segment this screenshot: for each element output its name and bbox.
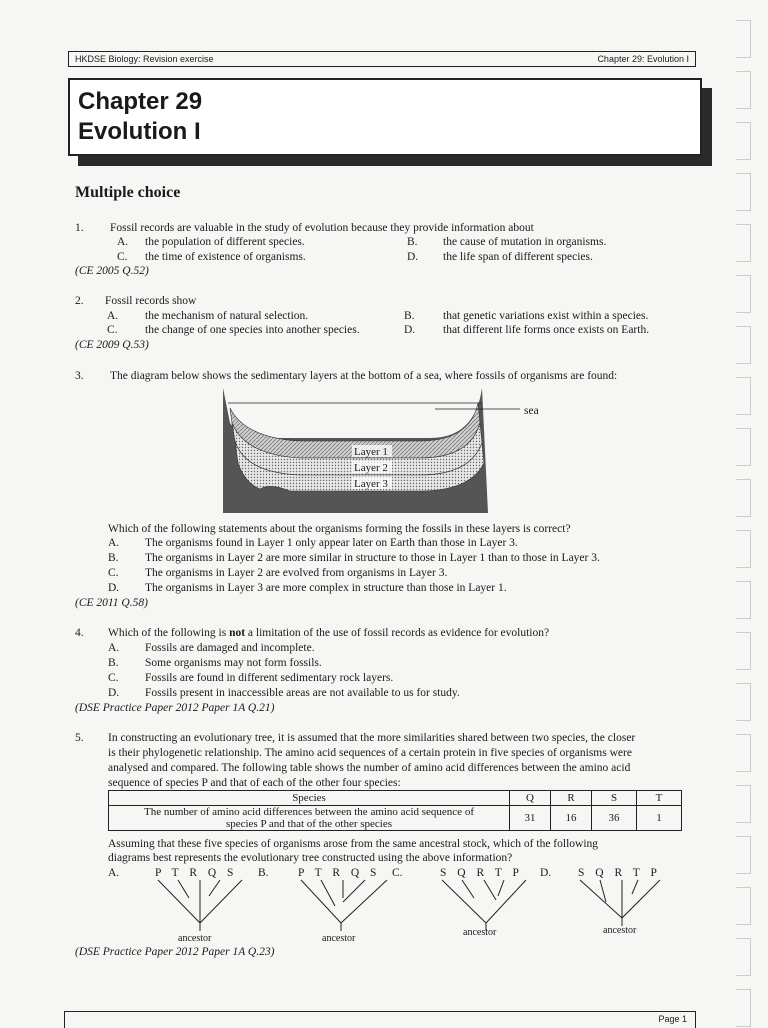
q3-stem: The diagram below shows the sedimentary layers at the bottom of a sea, where fossils of organisms are found: [110,370,618,382]
section-heading: Multiple choice [75,184,181,201]
table-value-s: 36 [592,806,637,831]
q1-number: 1. [75,222,84,234]
table-header-t: T [637,791,682,806]
tree-b [295,878,405,933]
tree-d-tips: S Q R T P [578,867,657,879]
q1-option-a-letter: A. [117,236,129,248]
q2-option-b-letter: B. [404,310,415,322]
binder-hole [736,989,751,1027]
chapter-number: Chapter 29 [78,88,203,115]
binder-hole [736,479,751,517]
tree-c [438,878,548,933]
binder-hole [736,224,751,262]
q4-option-b-letter: B. [108,657,119,669]
table-row-label: The number of amino acid differences between the amino acid sequence of species P and that of the other species [109,806,510,831]
chapter-title: Evolution I [78,118,201,145]
q5-option-d-letter: D. [540,867,552,879]
q4-option-a-letter: A. [108,642,120,654]
binder-hole [736,275,751,313]
q1-reference: (CE 2005 Q.52) [75,265,149,277]
layer-3-label: Layer 3 [354,478,388,490]
header-left: HKDSE Biology: Revision exercise [75,54,214,64]
q1-option-b: the cause of mutation in organisms. [443,236,607,248]
table-header-q: Q [510,791,551,806]
table-value-t: 1 [637,806,682,831]
q4-option-c-letter: C. [108,672,119,684]
q1-option-d-letter: D. [407,251,419,263]
amino-acid-table [108,790,682,831]
binder-hole [736,734,751,772]
table-header-s: S [592,791,637,806]
binder-hole [736,122,751,160]
binder-hole [736,71,751,109]
q5-option-b-letter: B. [258,867,269,879]
tree-a-tips: P T R Q S [155,867,234,879]
q2-option-a-letter: A. [107,310,119,322]
q3-question: Which of the following statements about the organisms forming the fossils in these layers is correct? [108,523,571,535]
q2-option-c: the change of one species into another species. [145,324,360,336]
q3-option-c: The organisms in Layer 2 are evolved from organisms in Layer 3. [145,567,448,579]
binder-hole [736,938,751,976]
q3-option-b-letter: B. [108,552,119,564]
q2-number: 2. [75,295,84,307]
q3-option-a: The organisms found in Layer 1 only appear later on Earth than those in Layer 3. [145,537,518,549]
tree-a [150,878,260,933]
q2-option-d: that different life forms once exists on Earth. [443,324,650,336]
table-value-q: 31 [510,806,551,831]
q2-option-c-letter: C. [107,324,118,336]
table-value-r: 16 [551,806,592,831]
binder-hole [736,377,751,415]
q2-reference: (CE 2009 Q.53) [75,339,149,351]
header-right: Chapter 29: Evolution I [597,54,689,64]
q4-option-a: Fossils are damaged and incomplete. [145,642,315,654]
q5-para-2: is their phylogenetic relationship. The amino acid sequences of a certain protein in five species of organisms were [108,747,632,759]
q1-stem: Fossil records are valuable in the study of evolution because they provide information about [110,222,534,234]
q5-para-5: Assuming that these five species of organisms arose from the same ancestral stock, which of the following [108,838,599,850]
q5-reference: (DSE Practice Paper 2012 Paper 1A Q.23) [75,946,275,958]
q1-option-c-letter: C. [117,251,128,263]
q3-option-a-letter: A. [108,537,120,549]
q3-option-b: The organisms in Layer 2 are more similar in structure to those in Layer 1 than to those in Layer 3. [145,552,600,564]
q4-option-b: Some organisms may not form fossils. [145,657,322,669]
q5-para-1: In constructing an evolutionary tree, it is assumed that the more similarities shared between two species, the closer [108,732,636,744]
binder-hole [736,428,751,466]
q5-option-c-letter: C. [392,867,403,879]
q5-number: 5. [75,732,84,744]
tree-b-tips: P T R Q S [298,867,377,879]
q1-option-a: the population of different species. [145,236,305,248]
q1-option-c: the time of existence of organisms. [145,251,306,263]
binder-hole [736,530,751,568]
q3-option-c-letter: C. [108,567,119,579]
q5-para-4: sequence of species P and that of each of the other four species: [108,777,401,789]
tree-d-ancestor: ancestor [603,925,637,936]
q4-option-d: Fossils present in inaccessible areas are not available to us for study. [145,687,460,699]
q5-option-a-letter: A. [108,867,120,879]
page-number: Page 1 [658,1014,687,1024]
page-footer [64,1011,696,1028]
q4-option-c: Fossils are found in different sedimentary rock layers. [145,672,394,684]
q2-option-a: the mechanism of natural selection. [145,310,309,322]
q4-reference: (DSE Practice Paper 2012 Paper 1A Q.21) [75,702,275,714]
binder-hole [736,632,751,670]
binder-hole [736,785,751,823]
q3-reference: (CE 2011 Q.58) [75,597,148,609]
q5-para-6: diagrams best represents the evolutionary tree constructed using the above information? [108,852,513,864]
q1-option-d: the life span of different species. [443,251,593,263]
tree-c-tips: S Q R T P [440,867,519,879]
q3-number: 3. [75,370,84,382]
binder-hole [736,887,751,925]
q2-option-b: that genetic variations exist within a species. [443,310,649,322]
q3-option-d-letter: D. [108,582,120,594]
tree-b-ancestor: ancestor [322,933,356,944]
q2-option-d-letter: D. [404,324,416,336]
table-header-r: R [551,791,592,806]
q1-option-b-letter: B. [407,236,418,248]
sea-label: sea [524,405,539,417]
layer-1-label: Layer 1 [354,446,388,458]
binder-hole [736,326,751,364]
table-header-species: Species [109,791,510,806]
tree-c-ancestor: ancestor [463,927,497,938]
q3-option-d: The organisms in Layer 3 are more complex in structure than those in Layer 1. [145,582,507,594]
binder-hole [736,683,751,721]
q2-stem: Fossil records show [105,295,197,307]
chapter-title-box [68,78,702,156]
binder-holes [736,20,756,1010]
binder-hole [736,836,751,874]
q5-para-3: analysed and compared. The following table shows the number of amino acid differences between the amino acid [108,762,631,774]
q4-stem: Which of the following is not a limitation of the use of fossil records as evidence for evolution? [108,627,550,639]
layer-2-label: Layer 2 [354,462,388,474]
q4-option-d-letter: D. [108,687,120,699]
q4-number: 4. [75,627,84,639]
running-header [68,51,696,67]
binder-hole [736,173,751,211]
tree-a-ancestor: ancestor [178,933,212,944]
binder-hole [736,20,751,58]
binder-hole [736,581,751,619]
